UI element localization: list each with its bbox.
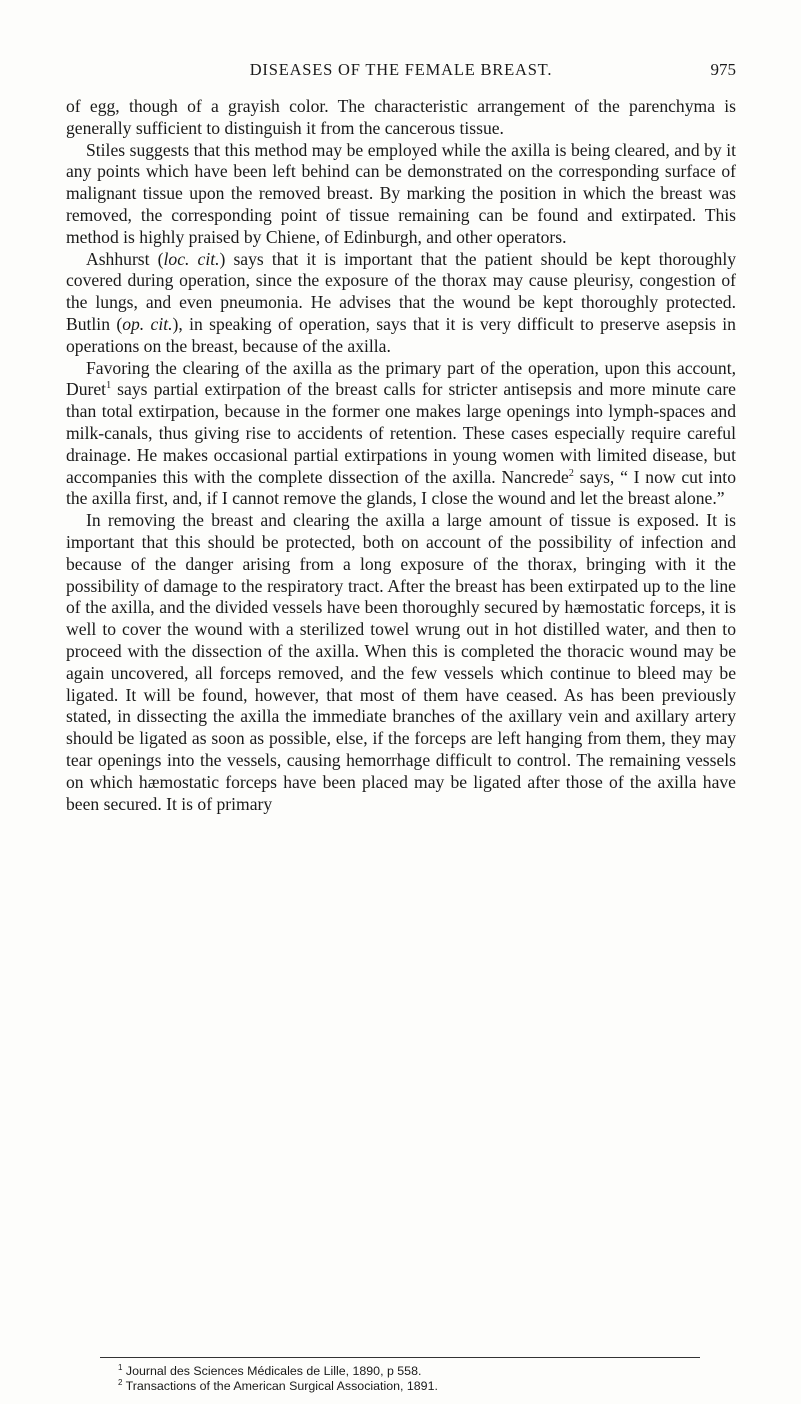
- paragraph-text: Ashhurst (: [86, 248, 164, 269]
- page-header: [66, 60, 736, 84]
- paragraph-text: Favoring the clearing of the axilla as the primary part of the operation, upon this account, Duret: [66, 357, 736, 400]
- running-title: DISEASES OF THE FEMALE BREAST.: [249, 60, 553, 79]
- footnote: [118, 1379, 718, 1394]
- footnote-rule: [100, 1357, 700, 1358]
- footnote: [118, 1364, 718, 1379]
- citation-italic: op. cit.: [122, 313, 173, 334]
- footnote-text: Journal des Sciences Médicales de Lille, 1890, p 558.: [125, 1364, 422, 1378]
- footnote-ref: 1: [106, 380, 112, 392]
- page-number: 975: [710, 60, 736, 79]
- footnote-mark: 2: [118, 1377, 123, 1387]
- paragraph-duret: [66, 358, 736, 511]
- paragraph-text: ), in speaking of operation, says that it is very difficult to preserve asepsis in operations on the breast, because of the axilla.: [66, 313, 736, 356]
- paragraph-text: Stiles suggests that this method may be employed while the axilla is being cleared, and by it any points which have been left behind can be demonstrated on the corresponding surface of malignant tissue upon the removed breast. By marking the position in which the breast was removed, the corresponding point of tissue remaining can be found and extirpated. This method is highly praised by Chiene, of Edinburgh, and other operators.: [66, 139, 736, 247]
- paragraph-text: In removing the breast and clearing the axilla a large amount of tissue is exposed. It is important that this should be protected, both on account of the possibility of infection and because of the danger arising from a long exposure of the thorax, bringing with it the possibility of damage to the respiratory tract. After the breast has been extirpated up to the line of the axilla, and the divided vessels have been thoroughly secured by hæmostatic forceps, it is well to cover the wound with a sterilized towel wrung out in hot distilled water, and then to proceed with the dissection of the axilla. When this is completed the thoracic wound may be again uncovered, all forceps removed, and the few vessels which continue to bleed may be ligated. It will be found, however, that most of them have ceased. As has been previously stated, in dissecting the axilla the immediate branches of the axillary vein and axillary artery should be ligated as soon as possible, else, if the forceps are left hanging from them, they may tear openings into the vessels, causing hemorrhage difficult to control. The remaining vessels on which hæmostatic forceps have been placed may be ligated after those of the axilla have been secured. It is of primary: [66, 510, 736, 814]
- paragraph-continuation: [66, 96, 736, 140]
- footnotes: [118, 1364, 718, 1394]
- footnote-ref: 2: [568, 467, 574, 479]
- paragraph-stiles: [66, 140, 736, 249]
- footnote-text: Transactions of the American Surgical Association, 1891.: [125, 1379, 438, 1393]
- body-text: [66, 96, 736, 815]
- paragraph-text: says partial extirpation of the breast calls for stricter antisepsis and more minute care than total extirpation, because in the former one makes large openings into lymph-spaces and milk-canals, thus giving rise to accidents of retention. These cases especially require careful drainage. He makes occasional partial extirpations in young women with limited disease, but accompanies this with the complete dissection of the axilla. Nancrede: [66, 379, 736, 487]
- footnote-mark: 1: [118, 1362, 123, 1372]
- paragraph-removing-breast: [66, 510, 736, 815]
- paragraph-text: says, “ I now cut into the axilla first, and, if I cannot remove the glands, I close the wound and let the breast alone.”: [66, 466, 736, 509]
- citation-italic: loc. cit.: [163, 248, 220, 269]
- paragraph-ashhurst: [66, 249, 736, 358]
- paragraph-text: ) says that it is important that the patient should be kept thoroughly covered during operation, since the exposure of the thorax may cause pleurisy, congestion of the lungs, and even pneumonia. He advises that the wound be kept thoroughly protected. Butlin (: [66, 248, 737, 334]
- paragraph-text: of egg, though of a grayish color. The characteristic arrangement of the parenchyma is generally sufficient to distinguish it from the cancerous tissue.: [66, 96, 736, 138]
